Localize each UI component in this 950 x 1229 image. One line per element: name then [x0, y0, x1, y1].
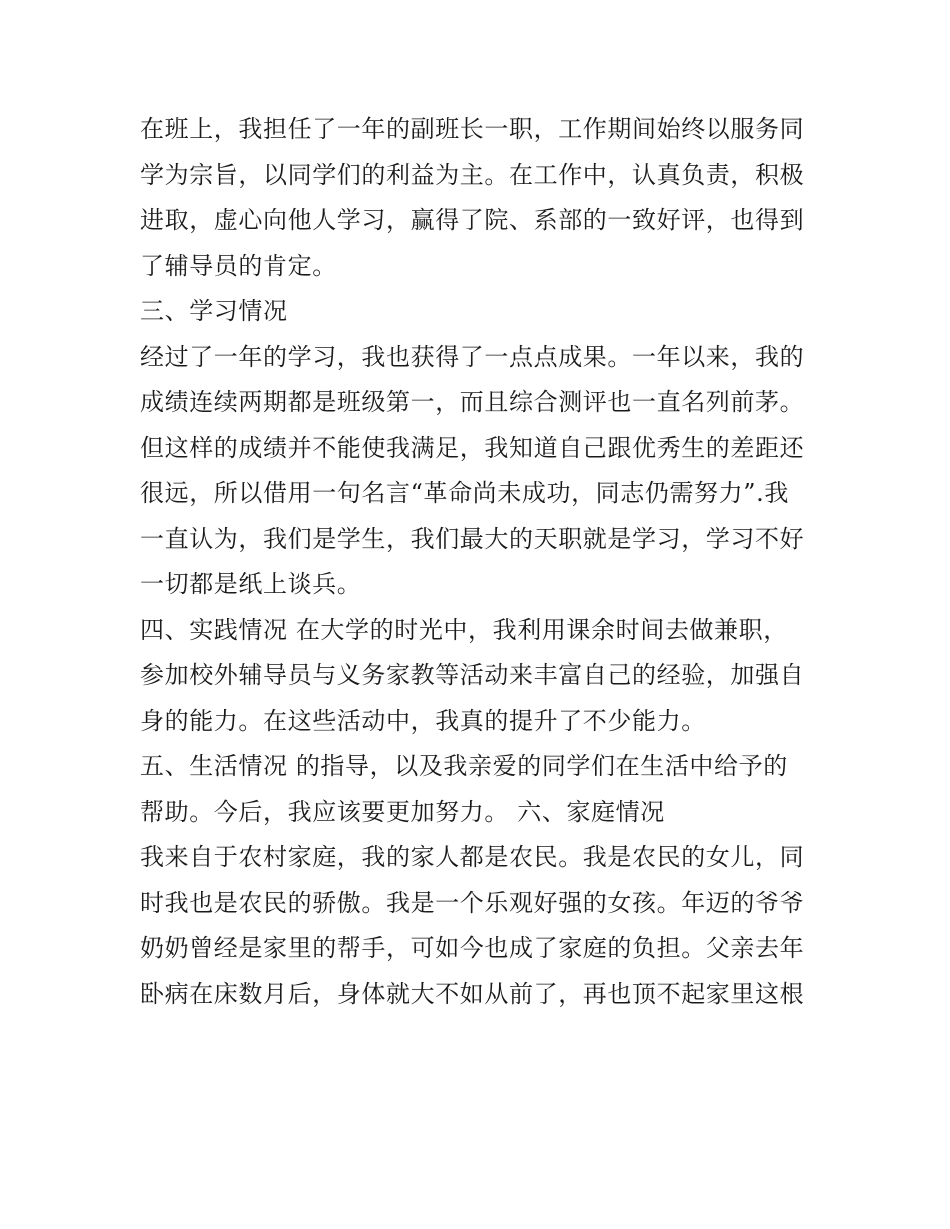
section-heading-study: 三、学习情况	[140, 297, 288, 325]
text-line: 经过了一年的学习，我也获得了一点点成果。一年以来，我的	[140, 342, 805, 371]
text-line: 在班上，我担任了一年的副班长一职，工作期间始终以服务同	[140, 115, 805, 143]
section-heading-practice: 四、实践情况 在大学的时光中，我利用课余时间去做兼职，	[140, 615, 788, 644]
text-line: 参加校外辅导员与义务家教等活动来丰富自己的经验，加强自	[140, 661, 805, 689]
text-line: 帮助。今后，我应该要更加努力。 六、家庭情况	[140, 797, 665, 826]
section-heading-life: 五、生活情况 的指导，以及我亲爱的同学们在生活中给予的	[140, 752, 788, 780]
text-line: 奶奶曾经是家里的帮手，可如今也成了家庭的负担。父亲去年	[140, 934, 805, 962]
text-line: 但这样的成绩并不能使我满足，我知道自己跟优秀生的差距还	[140, 433, 805, 462]
text-line: 卧病在床数月后，身体就大不如从前了，再也顶不起家里这根	[140, 979, 805, 1008]
text-line: 了辅导员的肯定。	[140, 251, 337, 280]
body-text	[140, 107, 830, 1017]
text-line: 学为宗旨，以同学们的利益为主。在工作中，认真负责，积极	[140, 160, 805, 189]
text-line: 一切都是纸上谈兵。	[140, 570, 362, 598]
text-line: 我来自于农村家庭，我的家人都是农民。我是农民的女儿，同	[140, 843, 805, 871]
text-line: 成绩连续两期都是班级第一，而且综合测评也一直名列前茅。	[140, 388, 805, 416]
text-line: 身的能力。在这些活动中，我真的提升了不少能力。	[140, 706, 706, 735]
text-line: 时我也是农民的骄傲。我是一个乐观好强的女孩。年迈的爷爷	[140, 888, 805, 917]
text-line: 进取，虚心向他人学习，赢得了院、系部的一致好评，也得到	[140, 206, 805, 234]
text-line: 一直认为，我们是学生，我们最大的天职就是学习，学习不好	[140, 524, 805, 553]
text-line: 很远，所以借用一句名言“革命尚未成功，同志仍需努力”.我	[140, 479, 789, 507]
